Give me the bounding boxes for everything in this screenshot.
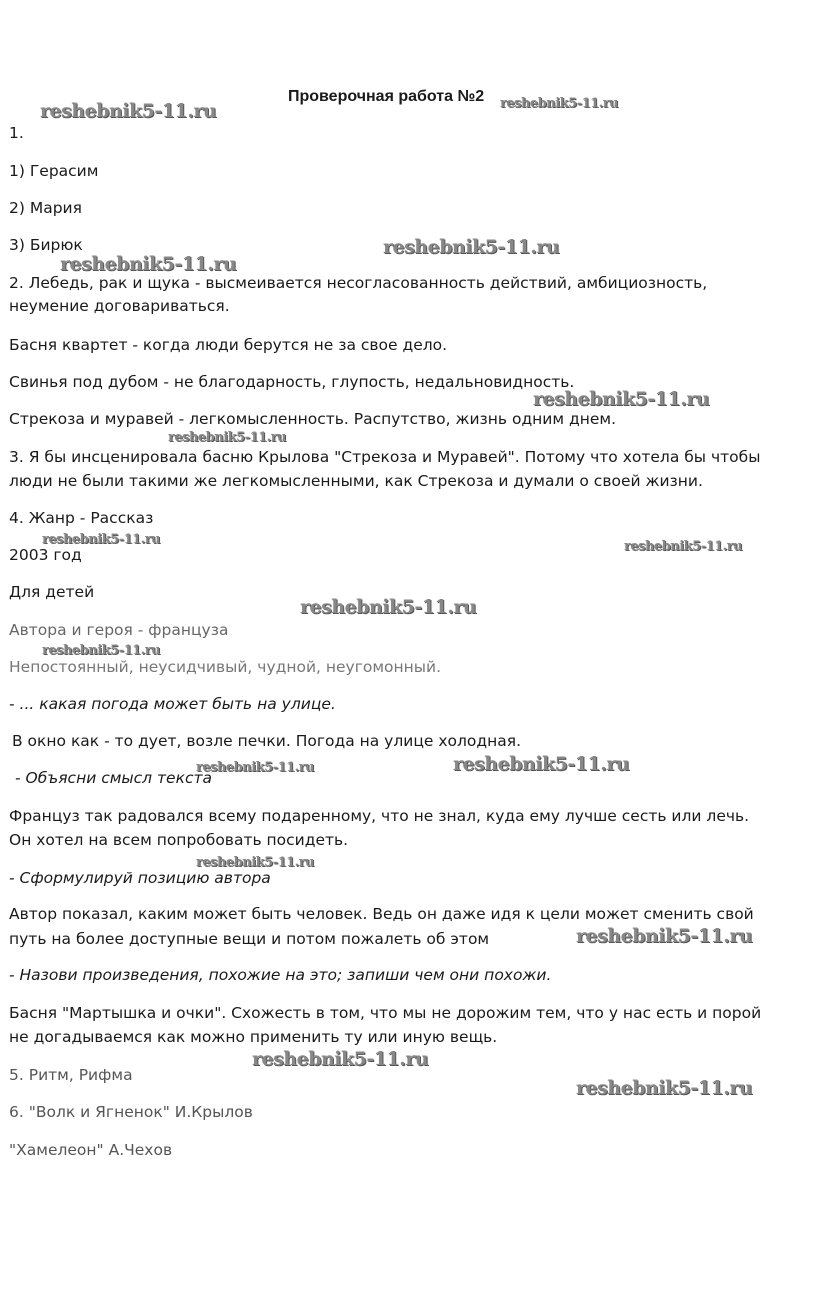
watermark: reshebnik5-11.ru <box>40 100 217 122</box>
watermark: reshebnik5-11.ru <box>42 532 161 547</box>
watermark: reshebnik5-11.ru <box>42 643 161 658</box>
watermark: reshebnik5-11.ru <box>624 539 743 554</box>
document-title: Проверочная работа №2 <box>288 88 485 105</box>
answer-line: 1) Герасим <box>9 162 99 180</box>
answer-line: 3) Бирюк <box>9 236 83 254</box>
watermark: reshebnik5-11.ru <box>168 430 287 445</box>
answer-line: не догадываемся как можно применить ту или иную вещь. <box>9 1028 498 1046</box>
answer-line: Басня квартет - когда люди берутся не за свое дело. <box>9 336 448 354</box>
answer-line: 5. Ритм, Рифма <box>9 1066 133 1084</box>
answer-line: 2003 год <box>9 546 82 564</box>
answer-line: 4. Жанр - Рассказ <box>9 509 154 527</box>
answer-line: Басня "Мартышка и очки". Схожесть в том, что мы не дорожим тем, что у нас есть и порой <box>9 1004 762 1022</box>
answer-line: "Хамелеон" А.Чехов <box>9 1141 173 1159</box>
watermark: reshebnik5-11.ru <box>300 596 477 618</box>
question-line: - Сформулируй позицию автора <box>9 869 271 887</box>
watermark: reshebnik5-11.ru <box>196 855 315 870</box>
watermark: reshebnik5-11.ru <box>500 96 619 111</box>
answer-line: Француз так радовался всему подаренному, что не знал, куда ему лучше сесть или лечь. <box>9 807 750 825</box>
answer-line: Автора и героя - француза <box>9 621 229 639</box>
watermark: reshebnik5-11.ru <box>453 753 630 775</box>
question-line: - Объясни смысл текста <box>15 769 212 787</box>
answer-line: 3. Я бы инсценировала басню Крылова "Стрекоза и Муравей". Потому что хотела бы чтобы <box>9 448 761 466</box>
watermark: reshebnik5-11.ru <box>576 925 753 947</box>
answer-line: Автор показал, каким может быть человек. Ведь он даже идя к цели может сменить свой <box>9 905 754 923</box>
answer-line: Непостоянный, неусидчивый, чудной, неугомонный. <box>9 658 442 676</box>
answer-1-heading: 1. <box>9 124 24 142</box>
question-line: - ... какая погода может быть на улице. <box>9 695 336 713</box>
answer-line: 2. Лебедь, рак и щука - высмеивается несогласованность действий, амбициозность, <box>9 274 708 292</box>
answer-line: путь на более доступные вещи и потом пожалеть об этом <box>9 930 490 948</box>
watermark: reshebnik5-11.ru <box>576 1077 753 1099</box>
watermark: reshebnik5-11.ru <box>383 236 560 258</box>
answer-line: Стрекоза и муравей - легкомысленность. Распутство, жизнь одним днем. <box>9 410 616 428</box>
question-line: - Назови произведения, похожие на это; запиши чем они похожи. <box>9 966 552 984</box>
answer-line: 2) Мария <box>9 199 82 217</box>
watermark: reshebnik5-11.ru <box>60 253 237 275</box>
answer-line: неумение договариваться. <box>9 297 230 315</box>
watermark: reshebnik5-11.ru <box>252 1048 429 1070</box>
answer-line: В окно как - то дует, возле печки. Погода на улице холодная. <box>12 732 521 750</box>
answer-line: 6. "Волк и Ягненок" И.Крылов <box>9 1103 253 1121</box>
watermark: reshebnik5-11.ru <box>196 760 315 775</box>
answer-line: люди не были такими же легкомысленными, как Стрекоза и думали о своей жизни. <box>9 472 703 490</box>
watermark: reshebnik5-11.ru <box>533 388 710 410</box>
answer-line: Для детей <box>9 583 95 601</box>
answer-line: Он хотел на всем попробовать посидеть. <box>9 831 349 849</box>
answer-line: Свинья под дубом - не благодарность, глупость, недальновидность. <box>9 373 575 391</box>
